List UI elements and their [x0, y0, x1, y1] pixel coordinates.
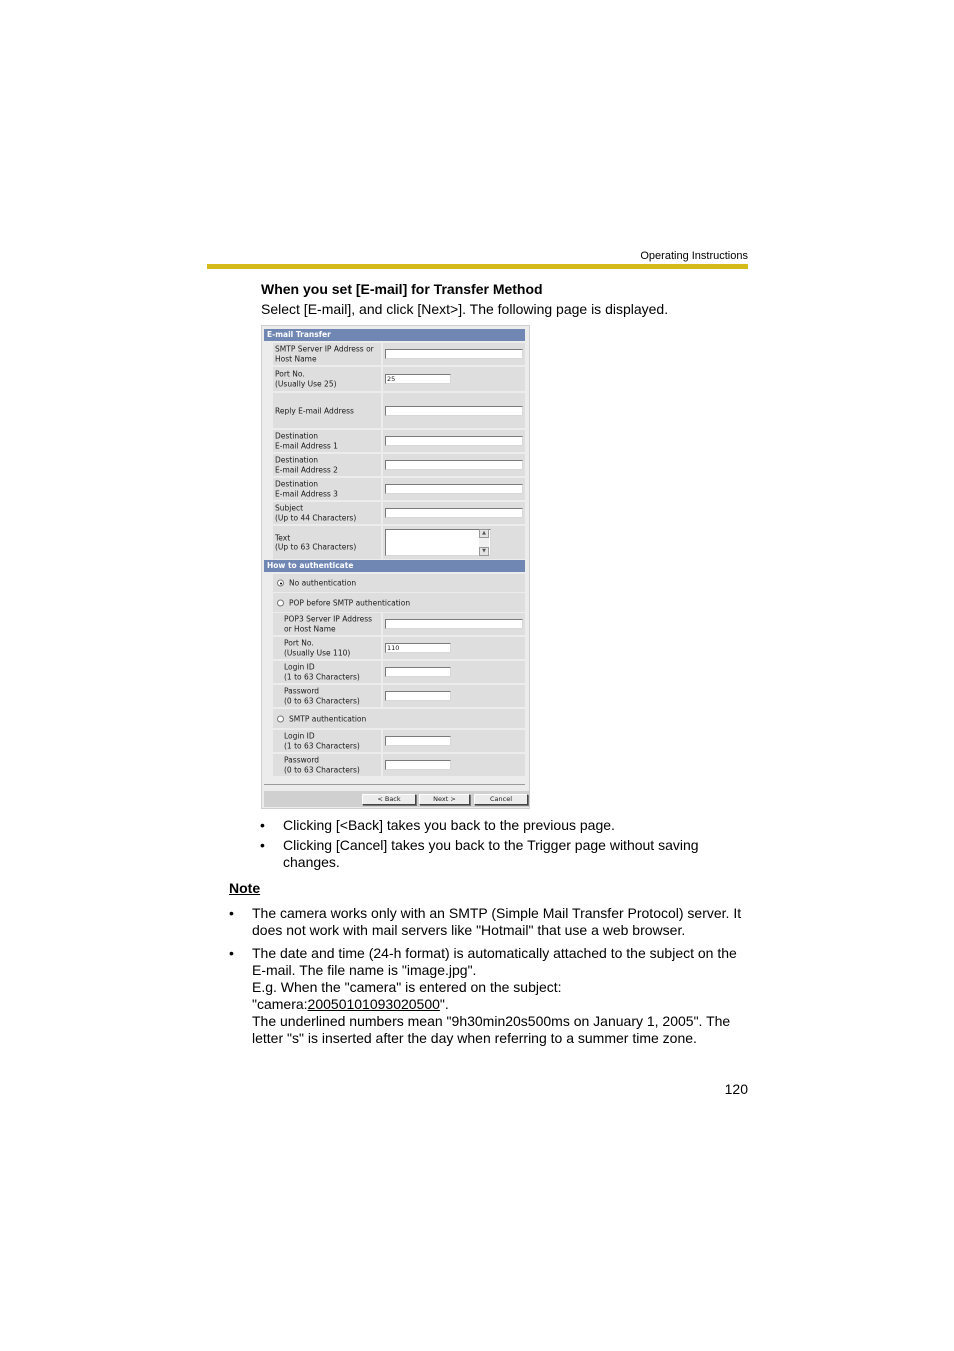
smtp-login-input[interactable] — [385, 736, 451, 746]
bullet-marker: • — [260, 817, 265, 833]
pop-auth-radio[interactable] — [277, 599, 284, 606]
smtp-login-row — [273, 730, 525, 752]
reply-row — [273, 393, 525, 428]
note-item — [229, 905, 754, 939]
dest3-label: Destination E-mail Address 3 — [275, 479, 338, 498]
pop-port-row — [273, 637, 525, 659]
scrollbar-track[interactable] — [479, 538, 489, 547]
header-rule — [207, 264, 748, 269]
page-number: 120 — [724, 1081, 748, 1097]
pop-login-row — [273, 661, 525, 683]
pop-auth-label: POP before SMTP authentication — [289, 598, 411, 607]
smtp-password-label: Password (0 to 63 Characters) — [284, 755, 360, 774]
subject-input[interactable] — [385, 508, 523, 518]
note-line: The date and time (24-h format) is automatically attached to the subject on the E-mail. The file name is "image.jpg". — [252, 945, 737, 978]
smtp-auth-radio[interactable] — [277, 715, 284, 722]
smtp-server-label: SMTP Server IP Address or Host Name — [275, 344, 374, 363]
text-area[interactable] — [385, 529, 491, 556]
back-button[interactable]: < Back — [362, 794, 416, 805]
section-intro: Select [E-mail], and click [Next>]. The following page is displayed. — [261, 301, 669, 317]
email-transfer-form — [261, 325, 530, 809]
reply-input[interactable] — [385, 406, 523, 416]
scroll-up-icon[interactable]: ▲ — [479, 529, 489, 538]
running-header: Operating Instructions — [640, 250, 748, 262]
port-label: Port No. (Usually Use 25) — [275, 369, 337, 388]
no-auth-label: No authentication — [289, 578, 357, 588]
pop-port-label: Port No. (Usually Use 110) — [284, 638, 351, 657]
section-title: When you set [E-mail] for Transfer Method — [261, 281, 543, 297]
subject-row — [273, 502, 525, 524]
bullet-item — [260, 837, 730, 871]
note-line: E.g. When the "camera" is entered on the subject: — [252, 979, 562, 995]
dest1-input[interactable] — [385, 436, 523, 446]
button-bar — [264, 791, 529, 807]
cancel-button[interactable]: Cancel — [474, 794, 528, 805]
smtp-server-row — [273, 343, 525, 365]
port-input[interactable]: 25 — [385, 374, 451, 384]
reply-label: Reply E-mail Address — [275, 405, 354, 415]
pop3-server-input[interactable] — [385, 619, 523, 629]
pop-password-label: Password (0 to 63 Characters) — [284, 686, 360, 705]
dest3-row — [273, 478, 525, 500]
dest3-input[interactable] — [385, 484, 523, 494]
pop-port-input[interactable]: 110 — [385, 643, 451, 653]
smtp-auth-row[interactable] — [273, 709, 525, 728]
dest2-label: Destination E-mail Address 2 — [275, 455, 338, 474]
scroll-down-icon[interactable]: ▼ — [479, 547, 489, 556]
email-transfer-bar: E-mail Transfer — [264, 329, 525, 341]
port-row — [273, 367, 525, 391]
dest1-row — [273, 430, 525, 452]
pop-login-label: Login ID (1 to 63 Characters) — [284, 662, 360, 681]
note-line: The underlined numbers mean "9h30min20s500ms on January 1, 2005". The letter "s" is inserted after the day when referring to a summer time zone. — [252, 1013, 731, 1046]
next-button[interactable]: Next > — [419, 794, 470, 805]
pop-password-input[interactable] — [385, 691, 451, 701]
pop-auth-row[interactable] — [273, 593, 525, 612]
text-label: Text (Up to 63 Characters) — [275, 533, 357, 552]
note-example-number: 20050101093020500 — [307, 996, 440, 1012]
smtp-login-label: Login ID (1 to 63 Characters) — [284, 731, 360, 750]
smtp-password-row — [273, 754, 525, 776]
dest2-input[interactable] — [385, 460, 523, 470]
bullet-text: Clicking [<Back] takes you back to the previous page. — [283, 817, 615, 833]
note-text — [229, 945, 754, 1047]
note-example-prefix: "camera: — [252, 996, 308, 1012]
bullet-marker: • — [229, 945, 234, 961]
smtp-auth-label: SMTP authentication — [289, 714, 367, 723]
bullet-marker: • — [260, 837, 265, 853]
pop3-server-label: POP3 Server IP Address or Host Name — [284, 614, 373, 633]
dest1-label: Destination E-mail Address 1 — [275, 431, 338, 450]
pop-password-row — [273, 685, 525, 707]
note-text: The camera works only with an SMTP (Simple Mail Transfer Protocol) server. It does not work with mail servers like "Hotmail" that use a web browser. — [252, 905, 742, 938]
no-auth-radio[interactable] — [277, 580, 284, 587]
auth-bar: How to authenticate — [264, 560, 525, 572]
dest2-row — [273, 454, 525, 476]
pop-login-input[interactable] — [385, 667, 451, 677]
pop3-server-row — [273, 613, 525, 635]
subject-label: Subject (Up to 44 Characters) — [275, 503, 357, 522]
no-auth-row[interactable] — [273, 574, 525, 592]
text-row — [273, 526, 525, 559]
note-item — [229, 945, 754, 1047]
bullet-text: Clicking [Cancel] takes you back to the Trigger page without saving changes. — [283, 837, 699, 870]
bullet-item — [260, 817, 730, 834]
smtp-password-input[interactable] — [385, 760, 451, 770]
note-heading: Note — [229, 880, 261, 896]
form-divider — [264, 784, 525, 785]
bullet-marker: • — [229, 905, 234, 921]
note-example-suffix: ". — [439, 996, 449, 1012]
smtp-server-input[interactable] — [385, 349, 523, 359]
